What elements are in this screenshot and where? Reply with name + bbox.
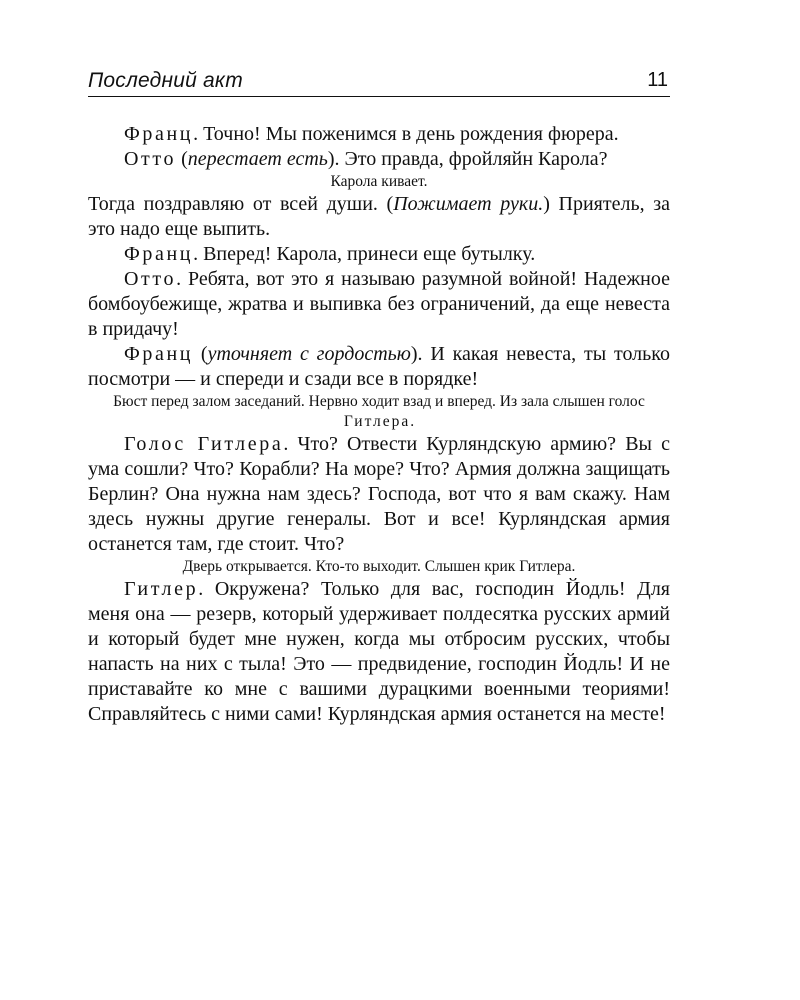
dialogue-paragraph bbox=[88, 432, 670, 557]
dialogue-text: . Вперед! Карола, принеси еще бутылку. bbox=[193, 243, 536, 265]
dialogue-paragraph bbox=[88, 122, 670, 147]
speaker-name: Отто bbox=[124, 148, 177, 170]
speaker-name: Гитлера bbox=[343, 413, 411, 430]
dialogue-text: . Ребята, вот это я называю разумной войной! Надежное бомбоубежище, жратва и выпивка без ограничений, да еще невеста в придачу! bbox=[88, 268, 670, 340]
dialogue-text: ) Приятель, за это надо еще выпить. bbox=[88, 193, 670, 240]
speaker-name: Франц bbox=[124, 343, 194, 365]
dialogue-text: ( bbox=[193, 343, 208, 365]
dialogue-paragraph bbox=[88, 147, 670, 172]
page-number: 11 bbox=[647, 69, 668, 91]
stage-remark: перестает есть bbox=[187, 148, 328, 170]
dialogue-text: . Точно! Мы поженимся в день рождения фюрера. bbox=[193, 123, 619, 145]
speaker-name: Гитлер bbox=[124, 578, 199, 600]
stage-direction bbox=[88, 392, 670, 432]
dialogue-paragraph bbox=[88, 342, 670, 392]
speaker-name: Франц bbox=[124, 243, 194, 265]
dialogue-text: . Что? Отвести Курляндскую армию? Вы с ума сошли? Что? Корабли? На море? Что? Армия должна защищать Берлин? Она нужна нам здесь? Господа, вот что я вам скажу. Нам здесь нужны другие генералы. Вот и все! Курляндская армия останется там, где стоит. Что? bbox=[88, 433, 670, 555]
dialogue-paragraph bbox=[88, 577, 670, 727]
dialogue-paragraph bbox=[88, 267, 670, 342]
dialogue-text: ). Это правда, фройляйн Карола? bbox=[327, 148, 608, 170]
dialogue-text: Тогда поздравляю от всей души. ( bbox=[88, 193, 394, 215]
page-header bbox=[88, 68, 670, 97]
running-title: Последний акт bbox=[88, 69, 243, 92]
speaker-name: Франц bbox=[124, 123, 194, 145]
dialogue-text: . Окружена? Только для вас, господин Йодль! Для меня она — резерв, который удерживает полдесятка русских армий и который будет мне нужен, когда мы отбросим русских, чтобы напасть на них с тыла! Это — предвидение, господин Йодль! И не приставайте ко мне с вашими дурацкими военными теориями! Справляйтесь с ними сами! Курляндская армия останется на месте! bbox=[88, 578, 670, 725]
stage-remark: Пожимает руки. bbox=[393, 193, 544, 215]
stage-direction: Карола кивает. bbox=[330, 173, 428, 190]
dialogue-paragraph bbox=[88, 192, 670, 242]
stage-direction: Дверь открывается. Кто-то выходит. Слышен крик Гитлера. bbox=[182, 558, 576, 575]
dialogue-paragraph bbox=[88, 242, 670, 267]
play-text bbox=[88, 122, 670, 727]
dialogue-text: ). И какая невеста, ты только посмотри — и спереди и сзади все в порядке! bbox=[88, 343, 670, 390]
stage-remark: уточняет с гордостью bbox=[207, 343, 411, 365]
dialogue-text: ( bbox=[176, 148, 188, 170]
speaker-name: Отто bbox=[124, 268, 177, 290]
stage-text: . bbox=[410, 413, 415, 430]
speaker-name: Голос Гитлера bbox=[124, 433, 284, 455]
stage-text: Бюст перед залом заседаний. Нервно ходит взад и вперед. Из зала слышен голос bbox=[113, 393, 645, 410]
